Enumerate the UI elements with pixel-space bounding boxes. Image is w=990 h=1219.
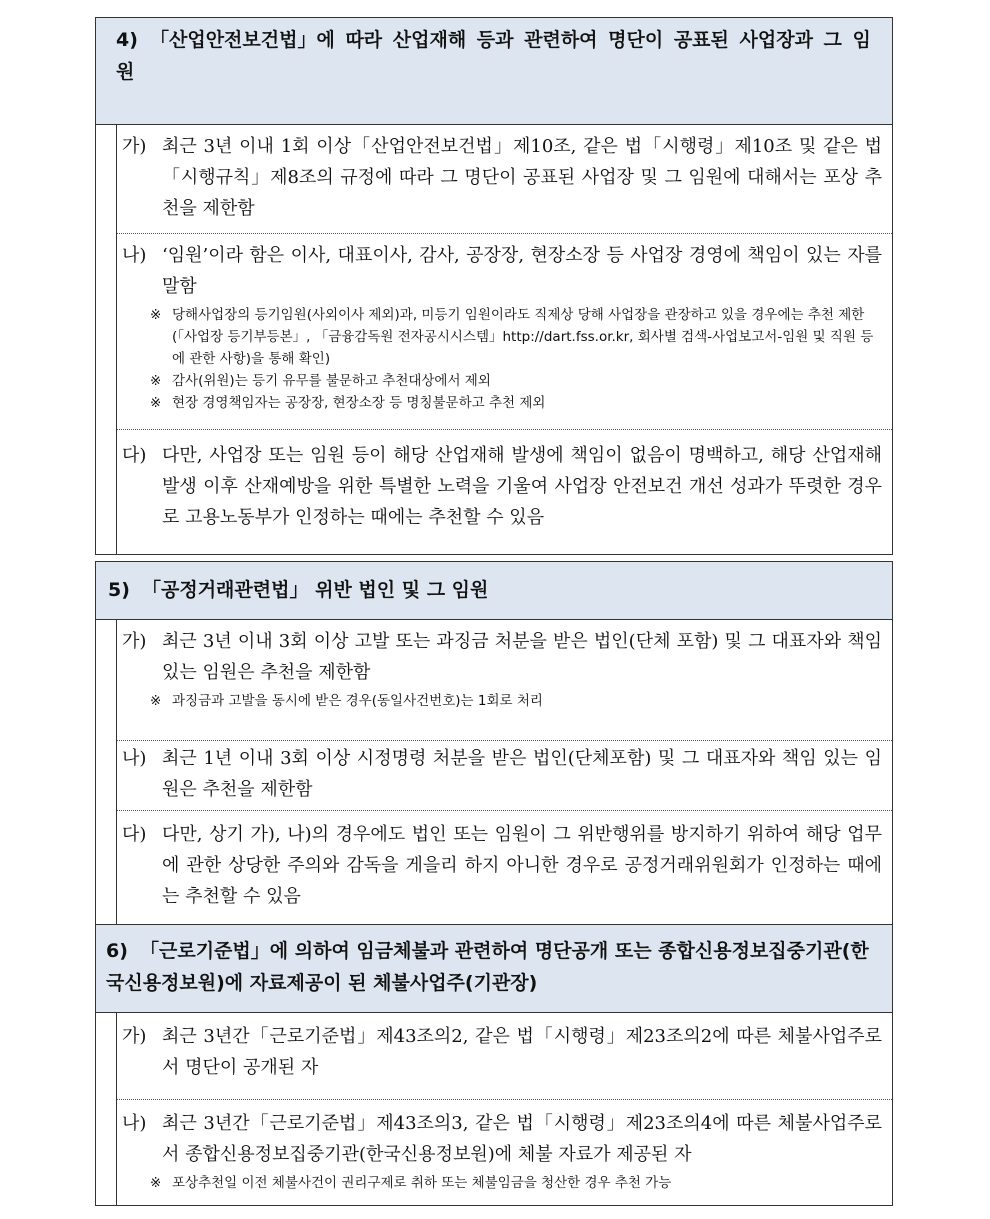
note <box>122 304 882 370</box>
section-5 <box>95 561 893 927</box>
item-da <box>117 429 892 556</box>
section-4 <box>95 17 893 555</box>
section-6-body <box>116 1013 892 1205</box>
section-title: 「공정거래관련법」 위반 법인 및 그 임원 <box>142 579 489 601</box>
note <box>122 1172 882 1194</box>
section-6 <box>95 924 893 1206</box>
note <box>122 370 882 392</box>
section-number: 5) <box>108 579 130 601</box>
section-6-header <box>96 925 892 1013</box>
note <box>122 690 882 712</box>
note-text: 포상추천일 이전 체불사건이 권리구제로 취하 또는 체불임금을 청산한 경우 추천 가능 <box>172 1175 672 1191</box>
note-text: 당해사업장의 등기임원(사외이사 제외)과, 미등기 임원이라도 직제상 당해 사업장을 관장하고 있을 경우에는 추천 제한 (「사업장 등기부등본」, 「금융감독원 전자공시시스템」http://dart.fss.or.kr, 회사별 검색-사업보고서-임원 및 직원 등에 관한 사항)을 통해 확인) <box>172 307 874 367</box>
item-marker: 가) <box>122 1026 147 1047</box>
item-da <box>117 810 892 926</box>
note-marker: ※ <box>150 1175 162 1191</box>
note-marker: ※ <box>150 693 162 709</box>
section-5-body <box>116 620 892 926</box>
item-marker: 나) <box>122 748 147 769</box>
section-5-header <box>96 562 892 620</box>
item-na <box>117 233 892 429</box>
note <box>122 392 882 414</box>
item-text: 다만, 상기 가), 나)의 경우에도 법인 또는 임원이 그 위반행위를 방지하기 위하여 해당 업무에 관한 상당한 주의와 감독을 게을리 하지 아니한 경우로 공정거래위원회가 인정하는 때에는 추천할 수 있음 <box>162 824 882 907</box>
note-marker: ※ <box>150 307 162 323</box>
note-text: 감사(위원)는 등기 유무를 불문하고 추천대상에서 제외 <box>172 373 491 389</box>
note-text: 현장 경영책임자는 공장장, 현장소장 등 명칭불문하고 추천 제외 <box>172 395 546 411</box>
section-4-body <box>116 125 892 554</box>
item-marker: 가) <box>122 631 147 652</box>
item-text: 최근 3년간「근로기준법」제43조의3, 같은 법「시행령」제23조의4에 따른 체불사업주로서 종합신용정보집중기관(한국신용정보원)에 체불 자료가 제공된 자 <box>162 1113 882 1165</box>
item-na <box>117 740 892 810</box>
note-marker: ※ <box>150 373 162 389</box>
item-text: 최근 3년 이내 3회 이상 고발 또는 과징금 처분을 받은 법인(단체 포함) 및 그 대표자와 책임있는 임원은 추천을 제한함 <box>162 631 882 683</box>
section-4-header <box>96 18 892 125</box>
item-marker: 다) <box>122 445 147 466</box>
item-text: ‘임원’이라 함은 이사, 대표이사, 감사, 공장장, 현장소장 등 사업장 경영에 책임이 있는 자를 말함 <box>162 245 882 297</box>
item-marker: 나) <box>122 245 147 266</box>
item-marker: 가) <box>122 136 147 157</box>
item-marker: 다) <box>122 824 147 845</box>
item-marker: 나) <box>122 1113 147 1134</box>
note-marker: ※ <box>150 395 162 411</box>
item-text: 최근 3년간「근로기준법」제43조의2, 같은 법「시행령」제23조의2에 따른 체불사업주로서 명단이 공개된 자 <box>162 1026 882 1078</box>
item-text: 다만, 사업장 또는 임원 등이 해당 산업재해 발생에 책임이 없음이 명백하고, 해당 산업재해 발생 이후 산재예방을 위한 특별한 노력을 기울여 사업장 안전보건 개선 성과가 뚜렷한 경우로 고용노동부가 인정하는 때에는 추천할 수 있음 <box>162 445 882 528</box>
item-text: 최근 1년 이내 3회 이상 시정명령 처분을 받은 법인(단체포함) 및 그 대표자와 책임 있는 임원은 추천을 제한함 <box>162 748 882 800</box>
section-number: 4) <box>116 29 138 51</box>
note-text: 과징금과 고발을 동시에 받은 경우(동일사건번호)는 1회로 처리 <box>172 693 543 709</box>
item-ga <box>117 1013 892 1099</box>
item-na <box>117 1099 892 1205</box>
item-ga <box>117 620 892 740</box>
section-title: 「근로기준법」에 의하여 임금체불과 관련하여 명단공개 또는 종합신용정보집중기관(한국신용정보원)에 자료제공이 된 체불사업주(기관장) <box>106 940 869 994</box>
item-text: 최근 3년 이내 1회 이상「산업안전보건법」제10조, 같은 법「시행령」제10조 및 같은 법「시행규칙」제8조의 규정에 따라 그 명단이 공표된 사업장 및 그 임원에 대해서는 포상 추천을 제한함 <box>162 136 882 219</box>
section-number: 6) <box>106 940 128 962</box>
section-title: 「산업안전보건법」에 따라 산업재해 등과 관련하여 명단이 공표된 사업장과 그 임원 <box>116 29 871 83</box>
item-ga <box>117 125 892 233</box>
